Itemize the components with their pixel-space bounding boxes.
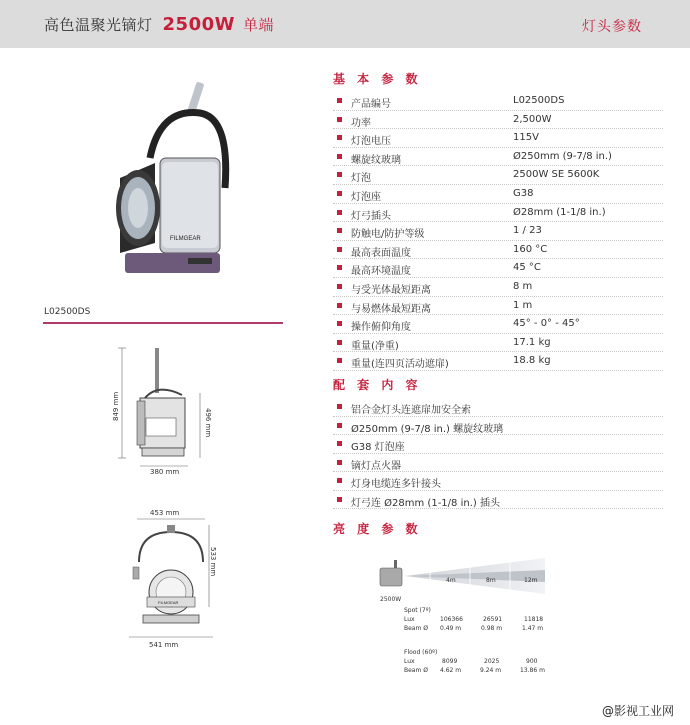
- bullet-icon: [337, 247, 342, 252]
- spec-value: 2,500W: [513, 113, 552, 125]
- accessory-item: [333, 472, 663, 491]
- accessory-item: [333, 454, 663, 473]
- accessory-label: 铝合金灯头连遮扉加安全索: [351, 405, 471, 416]
- spec-label: 重量(净重): [351, 340, 399, 352]
- spec-value: Ø28mm (1-1/8 in.): [513, 206, 606, 218]
- bullet-icon: [337, 228, 342, 233]
- side-view-drawing: [110, 343, 230, 483]
- dim-front-top: 453 mm: [150, 509, 180, 517]
- flood-lux-8m: 2025: [484, 658, 500, 665]
- dim-side-height: 849 mm: [112, 391, 120, 421]
- dim-front-height: 533 mm: [209, 547, 217, 577]
- accessories-list: [333, 398, 663, 509]
- spec-label: 操作俯仰角度: [351, 322, 411, 334]
- spot-label: Spot (7º): [404, 607, 431, 614]
- spec-row: [333, 204, 663, 223]
- divider: [43, 322, 283, 324]
- accessory-label: 灯弓连 Ø28mm (1-1/8 in.) 插头: [351, 497, 500, 509]
- flood-lux-label: Lux: [404, 658, 415, 665]
- spec-label: 防触电/防护等级: [351, 229, 425, 241]
- spec-label: 与易燃体最短距离: [351, 303, 431, 315]
- spec-value: 160 °C: [513, 243, 548, 255]
- dim-side-width: 380 mm: [150, 468, 180, 476]
- bullet-icon: [337, 358, 342, 363]
- distance-8m: 8m: [486, 577, 496, 584]
- flood-beam-12m: 13.86 m: [520, 667, 545, 674]
- dim-side-body: 496 mm: [204, 408, 212, 438]
- subtitle-text: 单端: [242, 16, 274, 34]
- spec-row: [333, 241, 663, 260]
- spec-label: 产品编号: [351, 99, 391, 110]
- flood-beam-label: Beam Ø: [404, 667, 428, 674]
- spec-label: 灯弓插头: [351, 210, 391, 222]
- bullet-icon: [337, 340, 342, 345]
- spec-label: 螺旋纹玻璃: [351, 154, 401, 166]
- spec-value: 8 m: [513, 280, 533, 292]
- spec-row: [333, 315, 663, 334]
- section-label: 灯头参数: [582, 19, 642, 35]
- spec-row: [333, 185, 663, 204]
- bullet-icon: [337, 98, 342, 103]
- spec-value: 45 °C: [513, 262, 541, 274]
- bullet-icon: [337, 497, 342, 502]
- flood-label: Flood (60º): [404, 649, 438, 656]
- front-view-drawing: [125, 507, 225, 657]
- bullet-icon: [337, 478, 342, 483]
- spec-row: [333, 297, 663, 316]
- bullet-icon: [337, 117, 342, 122]
- spec-label: 灯泡电压: [351, 136, 391, 148]
- spec-row: [333, 334, 663, 353]
- bullet-icon: [337, 404, 342, 409]
- accessory-item: [333, 435, 663, 454]
- page-title: [44, 14, 274, 35]
- bullet-icon: [337, 303, 342, 308]
- accessory-label: 灯身电缆连多针接头: [351, 479, 441, 490]
- svg-text:FILMGEAR: FILMGEAR: [170, 236, 201, 242]
- flood-beam-8m: 9.24 m: [480, 667, 502, 674]
- accessory-label: Ø250mm (9-7/8 in.) 螺旋纹玻璃: [351, 423, 504, 435]
- spec-value: L02500DS: [513, 95, 565, 106]
- title-text: 高色温聚光镝灯: [44, 16, 153, 34]
- bullet-icon: [337, 135, 342, 140]
- bullet-icon: [337, 321, 342, 326]
- basic-params-heading: 基 本 参 数: [333, 72, 422, 86]
- spec-value: 17.1 kg: [513, 336, 551, 348]
- flood-beam-4m: 4.62 m: [440, 667, 462, 674]
- spec-value: 1 / 23: [513, 225, 542, 237]
- model-text: 2500W: [162, 14, 235, 35]
- spec-row: [333, 222, 663, 241]
- spec-label: 灯泡: [351, 173, 371, 185]
- spec-row: [333, 111, 663, 130]
- spot-beam-12m: 1.47 m: [522, 625, 544, 632]
- bullet-icon: [337, 460, 342, 465]
- spot-beam-label: Beam Ø: [404, 625, 428, 632]
- beam-diagram: [370, 548, 570, 603]
- bullet-icon: [337, 441, 342, 446]
- spot-lux-12m: 11818: [524, 616, 544, 623]
- header-bar: [0, 0, 690, 48]
- spec-label: 最高环境温度: [351, 266, 411, 278]
- bullet-icon: [337, 172, 342, 177]
- svg-text:FILMGEAR: FILMGEAR: [158, 600, 179, 605]
- spec-row: [333, 259, 663, 278]
- distance-12m: 12m: [524, 577, 538, 584]
- distance-4m: 4m: [446, 577, 456, 584]
- spec-row: [333, 166, 663, 185]
- dim-front-width: 541 mm: [149, 641, 179, 649]
- brightness-chart: [370, 548, 570, 698]
- accessory-item: [333, 398, 663, 417]
- spec-row: [333, 148, 663, 167]
- accessory-item: [333, 491, 663, 510]
- spec-table: [333, 92, 663, 371]
- flood-lux-4m: 8099: [442, 658, 458, 665]
- spec-label: 最高表面温度: [351, 247, 411, 259]
- bullet-icon: [337, 423, 342, 428]
- accessories-heading: 配 套 内 容: [333, 378, 422, 392]
- accessory-label: G38 灯泡座: [351, 442, 405, 453]
- spot-lux-4m: 106366: [440, 616, 463, 623]
- spec-value: 2500W SE 5600K: [513, 169, 600, 181]
- spec-row: [333, 352, 663, 371]
- bullet-icon: [337, 210, 342, 215]
- spot-lux-8m: 26591: [483, 616, 503, 623]
- brightness-heading: 亮 度 参 数: [333, 522, 422, 536]
- spec-label: 重量(连四页活动遮扉): [351, 359, 449, 371]
- spec-row: [333, 129, 663, 148]
- watermark: @影视工业网: [601, 704, 674, 718]
- accessory-item: [333, 417, 663, 436]
- spot-beam-4m: 0.49 m: [440, 625, 462, 632]
- spec-row: [333, 92, 663, 111]
- spec-label: 功率: [351, 117, 371, 129]
- spec-value: 115V: [513, 132, 539, 144]
- spec-value: Ø250mm (9-7/8 in.): [513, 150, 612, 162]
- flood-lux-12m: 900: [526, 658, 538, 665]
- product-photo: [100, 78, 240, 293]
- spec-value: G38: [513, 187, 534, 199]
- spot-lux-label: Lux: [404, 616, 415, 623]
- spec-label: 灯泡座: [351, 191, 381, 203]
- spec-label: 与受光体最短距离: [351, 284, 431, 296]
- accessory-label: 镝灯点火器: [351, 460, 401, 472]
- spec-value: 45° - 0° - 45°: [513, 318, 580, 330]
- bullet-icon: [337, 284, 342, 289]
- spec-value: 18.8 kg: [513, 355, 551, 367]
- bullet-icon: [337, 154, 342, 159]
- lamp-label: 2500W: [380, 596, 402, 603]
- spec-row: [333, 278, 663, 297]
- spot-beam-8m: 0.98 m: [481, 625, 503, 632]
- bullet-icon: [337, 265, 342, 270]
- bullet-icon: [337, 191, 342, 196]
- product-caption: L02500DS: [44, 307, 91, 317]
- spec-value: 1 m: [513, 299, 533, 311]
